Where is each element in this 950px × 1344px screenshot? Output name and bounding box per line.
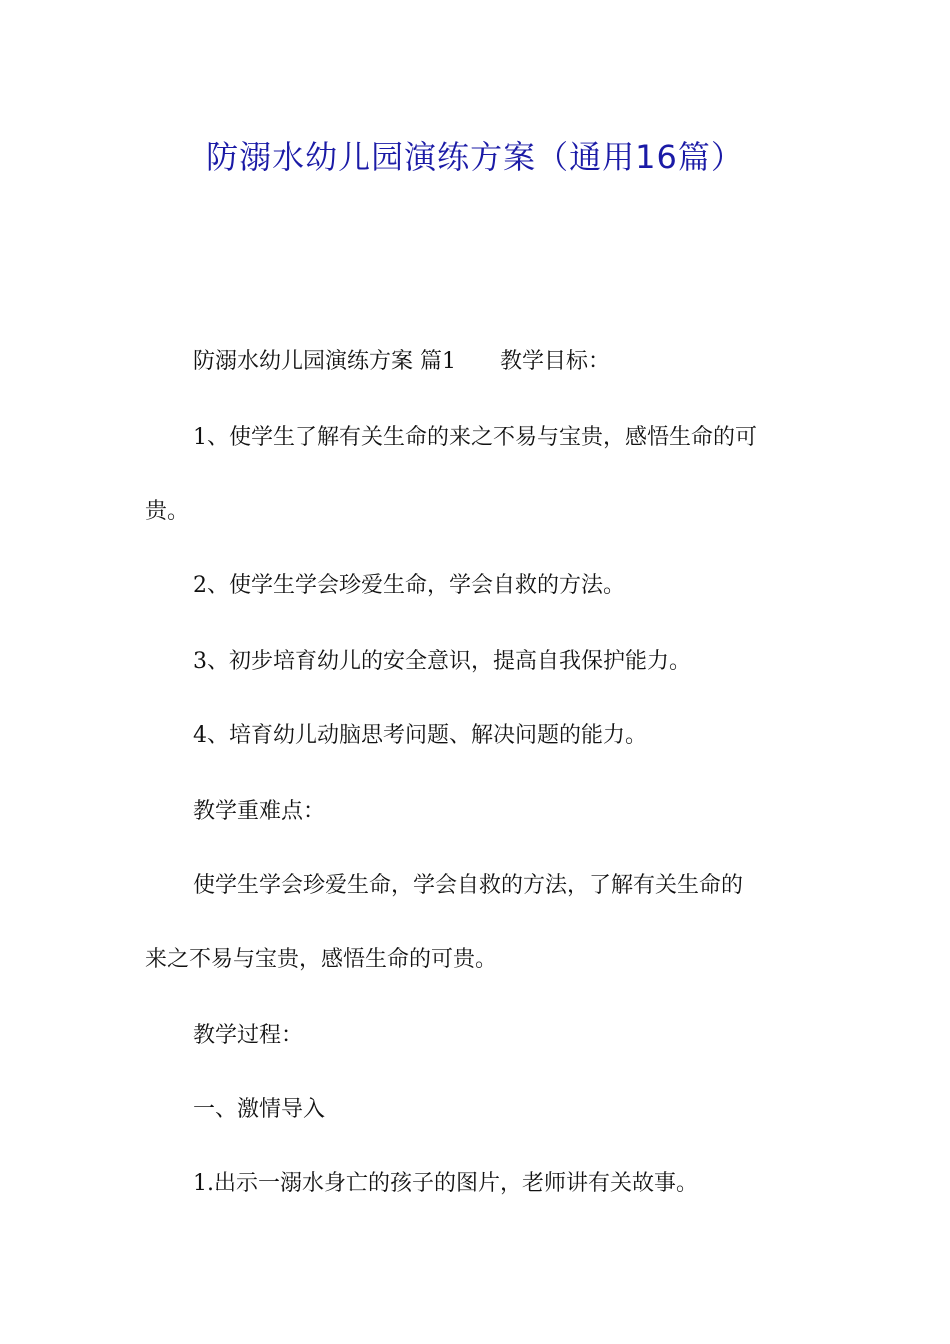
objective-4: 4、培育幼儿动脑思考问题、解决问题的能力。 [193,723,647,748]
key-points-heading: 教学重难点： [193,799,326,824]
objective-1-line-1: 1、使学生了解有关生命的来之不易与宝贵，感悟生命的可 [193,425,757,450]
key-points-line-2: 来之不易与宝贵，感悟生命的可贵。 [145,947,498,972]
objective-2: 2、使学生学会珍爱生命，学会自救的方法。 [193,573,625,598]
objectives-heading: 教学目标： [500,349,611,374]
section-heading-line [145,344,873,375]
key-points-line-1: 使学生学会珍爱生命，学会自救的方法，了解有关生命的 [193,873,744,898]
objective-1-line-2: 贵。 [145,499,190,524]
part-one-step-1: 1.出示一溺水身亡的孩子的图片，老师讲有关故事。 [193,1171,698,1196]
section-label: 防溺水幼儿园演练方案 篇1 [193,349,456,374]
process-heading: 教学过程： [193,1023,304,1048]
part-one-heading: 一、激情导入 [193,1097,326,1122]
objective-3: 3、初步培育幼儿的安全意识，提高自我保护能力。 [193,649,691,674]
document-title: 防溺水幼儿园演练方案（通用16篇） [206,138,744,176]
